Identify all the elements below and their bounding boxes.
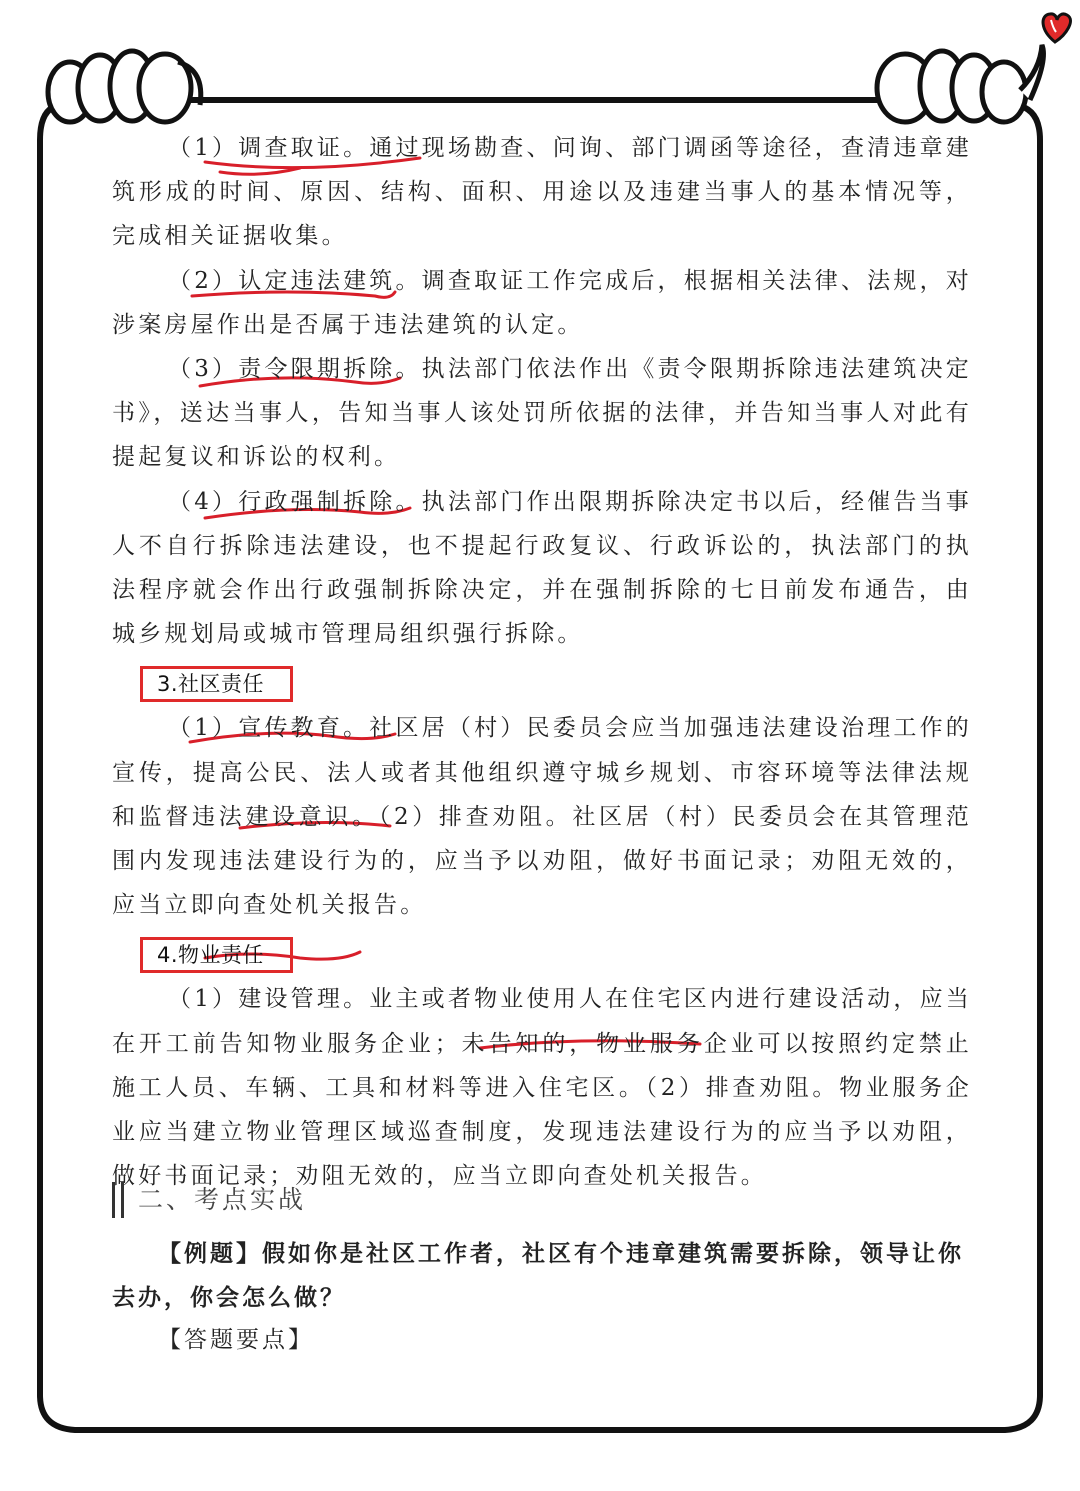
content-area (112, 126, 972, 1198)
heart-icon (1043, 14, 1070, 42)
paragraph-order-demolish: （3）责令限期拆除。执法部门依法作出《责令限期拆除违法建筑决定书》，送达当事人，告知当事人该处罚所依据的法律，并告知当事人对此有提起复议和诉讼的权利。 (112, 356, 972, 471)
paragraph-determine: （2）认定违法建筑。调查取证工作完成后，根据相关法律、法规，对涉案房屋作出是否属于违法建筑的认定。 (112, 267, 972, 338)
label-community-duty: 3.社区责任 (140, 666, 293, 702)
double-bar-icon (112, 1182, 124, 1218)
label-property-duty: 4.物业责任 (140, 937, 293, 973)
paragraph-property: （1）建设管理。业主或者物业使用人在住宅区内进行建设活动，应当在开工前告知物业服务企业；未告知的，物业服务企业可以按照约定禁止施工人员、车辆、工具和材料等进入住宅区。（2）排查劝阻。物业服务企业应当建立物业管理区域巡查制度，发现违法建设行为的应当予以劝阻，做好书面记录；劝阻无效的，应当立即向查处机关报告。 (112, 986, 972, 1190)
section-title: 二、考点实战 (138, 1185, 307, 1214)
paragraph-community: （1）宣传教育。社区居（村）民委员会应当加强违法建设治理工作的宣传，提高公民、法人或者其他组织遵守城乡规划、市容环境等法律法规和监督违法建设意识。（2）排查劝阻。社区居（村）民委员会在其管理范围内发现违法建设行为的，应当予以劝阻，做好书面记录；劝阻无效的，应当立即向查处机关报告。 (112, 715, 972, 919)
section-heading (112, 1180, 306, 1220)
left-glove (48, 51, 201, 122)
example-question: 【例题】假如你是社区工作者，社区有个违章建筑需要拆除，领导让你去办，你会怎么做？ (112, 1240, 964, 1311)
paragraph-forced-demolish: （4）行政强制拆除。执法部门作出限期拆除决定书以后，经催告当事人不自行拆除违法建设，也不提起行政复议、行政诉讼的，执法部门的执法程序就会作出行政强制拆除决定，并在强制拆除的七日前发布通告，由城乡规划局或城市管理局组织强行拆除。 (112, 488, 972, 648)
right-glove (877, 45, 1044, 122)
paragraph-investigate: （1）调查取证。通过现场勘查、问询、部门调函等途径，查清违章建筑形成的时间、原因、结构、面积、用途以及违建当事人的基本情况等，完成相关证据收集。 (112, 135, 972, 250)
answer-points: 【答题要点】 (158, 1327, 314, 1353)
